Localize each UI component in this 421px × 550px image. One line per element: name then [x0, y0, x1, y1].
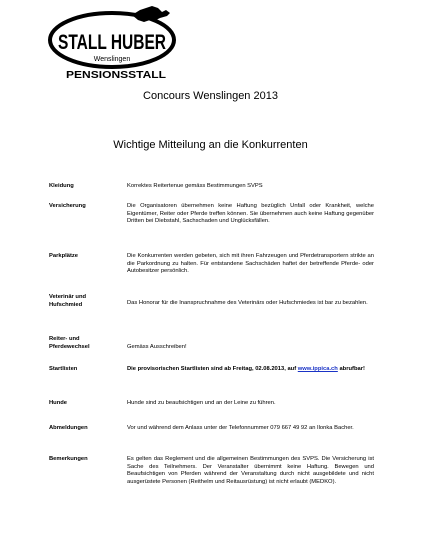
- document-title: Concours Wenslingen 2013: [143, 90, 278, 102]
- row-text: Vor und während dem Anlass unter der Telefonnummer 079 667 49 92 an Ilonka Bacher.: [127, 425, 354, 431]
- row-label: Veterinär und Hufschmied: [49, 294, 87, 308]
- row-text: Hunde sind zu beaufsichtigen und an der Leine zu führen.: [127, 400, 276, 406]
- startlisten-text: Die provisorischen Startlisten sind ab Freitag, 02.08.2013, auf: [127, 366, 297, 372]
- row-label: Startlisten: [49, 366, 78, 372]
- row-label: Hunde: [49, 400, 68, 406]
- logo-place: Wenslingen: [93, 56, 131, 63]
- row-text: Die Konkurrenten werden gebeten, sich mit ihren Fahrzeugen und Pferdetransportern strikte an die Parkordnung zu halten. Für entstandene Sachschäden haftet der betreffende Pferde- oder Autobesitzer persönlich.: [127, 253, 374, 275]
- row-text: Es gelten das Reglement und die allgemeinen Bestimmungen des SVPS. Die Versicherung ist Sache des Teilnehmers. Der Veranstalter übernimmt keine Haftung. Bewegen und Beaufsichtigen von Pferden während der Veranstaltung durch nicht ausgebildete und nicht ausgerüstete Personen (Reithelm und Reitausrüstung) ist nicht erlaubt (MEDKO).: [127, 456, 374, 485]
- stall-huber-logo: [46, 6, 186, 94]
- row-label: Reiter- und Pferdewechsel: [49, 336, 90, 350]
- row-label: Bemerkungen: [49, 456, 88, 462]
- row-text: Die Organisatoren übernehmen keine Haftung bezüglich Unfall oder Krankheit, welche Eigentümer, Reiter oder Pferde treffen können. Sie übernehmen auch keine Haftung gegenüber Dritten bei Diebstahl, Sachschaden und Unglücksfällen.: [127, 203, 374, 225]
- row-text: [127, 366, 374, 374]
- logo-name: STALL HUBER: [58, 31, 166, 54]
- ippica-link[interactable]: www.ippica.ch: [297, 366, 338, 372]
- startlisten-text-end: abrufbar!: [339, 366, 365, 372]
- row-label: Parkplätze: [49, 253, 78, 259]
- row-label: Versicherung: [49, 203, 86, 209]
- row-text: Gemäss Ausschreiben!: [127, 344, 187, 350]
- row-label: Abmeldungen: [49, 425, 88, 431]
- document-subtitle: Wichtige Mitteilung an die Konkurrenten: [113, 139, 308, 151]
- row-label: Kleidung: [49, 183, 74, 189]
- horse-jumper-icon: [132, 6, 170, 22]
- row-text: Korrektes Reitertenue gemäss Bestimmungen SVPS: [127, 183, 263, 189]
- row-text: Das Honorar für die Inanspruchnahme des Veterinärs oder Hufschmiedes ist bar zu bezahlen.: [127, 300, 368, 306]
- logo-type: PENSIONSSTALL: [66, 70, 166, 81]
